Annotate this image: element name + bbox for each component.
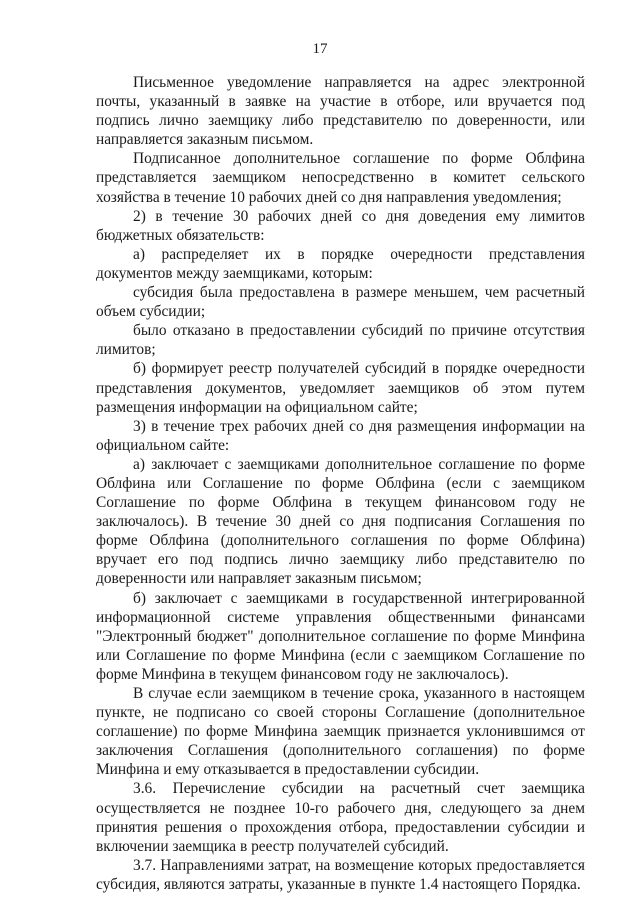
paragraph-subsidy-reduced: субсидия была предоставлена в размере меньшем, чем расчетный объем субсидии; <box>96 284 585 321</box>
paragraph-signed-agreement: Подписанное дополнительное соглашение по форме Облфина представляется заемщиком непосредственно в комитет сельского хозяйства в течение 10 рабочих дней со дня направления уведомления; <box>96 150 585 206</box>
paragraph-item-2b: б) формирует реестр получателей субсидий в порядке очередности представления документов, уведомляет заемщиков об этом путем размещения информации на официальном сайте; <box>96 360 585 416</box>
paragraph-notification-delivery: Письменное уведомление направляется на адрес электронной почты, указанный в заявке на участие в отборе, или вручается под подпись лично заемщику либо представителю по доверенности, или направляется заказным письмом. <box>96 74 585 149</box>
paragraph-item-3: 3) в течение трех рабочих дней со дня размещения информации на официальном сайте: <box>96 417 585 454</box>
paragraph-item-3b: б) заключает с заемщиками в государственной интегрированной информационной системе управления общественными финансами "Электронный бюджет" дополнительное соглашение по форме Минфина или Соглашение по форме Минфина (если с заемщиком Соглашение по форме Минфина в текущем финансовом году не заключалось). <box>96 589 585 683</box>
document-body <box>96 73 585 894</box>
paragraph-item-3a: а) заключает с заемщиками дополнительное соглашение по форме Облфина или Соглашение по форме Облфина (если с заемщиком Соглашение по форме Облфина в текущем финансовом году не заключалось). В течение 30 дней со дня подписания Соглашения по форме Облфина (дополнительного соглашения по форме Облфина) вручает его под подпись лично заемщику либо представителю по доверенности или направляет заказным письмом; <box>96 455 585 588</box>
paragraph-section-3-7: 3.7. Направлениями затрат, на возмещение которых предоставляется субсидия, являются затраты, указанные в пункте 1.4 настоящего Порядка. <box>96 856 585 893</box>
paragraph-item-2: 2) в течение 30 рабочих дней со дня доведения ему лимитов бюджетных обязательств: <box>96 207 585 244</box>
paragraph-evasion: В случае если заемщиком в течение срока, указанного в настоящем пункте, не подписано со своей стороны Соглашение (дополнительное соглашение) по форме Минфина заемщик признается уклонившимся от заключения Соглашения (дополнительного соглашения) по форме Минфина и ему отказывается в предоставлении субсидии. <box>96 685 585 779</box>
paragraph-subsidy-refused: было отказано в предоставлении субсидий по причине отсутствия лимитов; <box>96 322 585 359</box>
paragraph-section-3-6: 3.6. Перечисление субсидии на расчетный счет заемщика осуществляется не позднее 10-го рабочего дня, следующего за днем принятия решения о прохождения отбора, предоставлении субсидии и включении заемщика в реестр получателей субсидий. <box>96 780 585 855</box>
page-number: 17 <box>312 41 328 57</box>
paragraph-item-2a: а) распределяет их в порядке очередности представления документов между заемщиками, которым: <box>96 245 585 282</box>
